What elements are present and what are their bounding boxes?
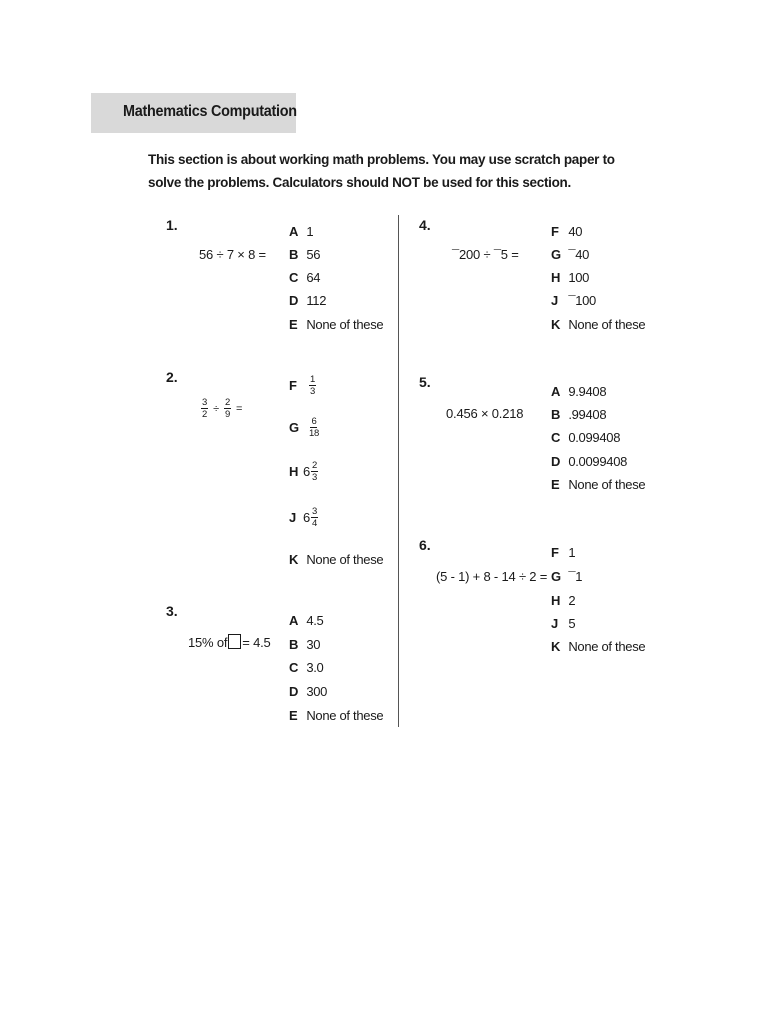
- question-5-option-c[interactable]: [551, 430, 620, 445]
- option-letter: F: [551, 224, 559, 239]
- option-text: 112: [306, 293, 327, 308]
- option-letter: A: [551, 384, 561, 399]
- option-text: ¯40: [568, 247, 590, 262]
- option-text: 56: [306, 247, 321, 262]
- question-1-option-a[interactable]: [289, 224, 313, 239]
- question-5-option-d[interactable]: [551, 454, 627, 469]
- option-letter: C: [289, 660, 299, 675]
- option-letter: A: [289, 224, 299, 239]
- option-text: .99408: [568, 407, 607, 422]
- option-letter: B: [551, 407, 561, 422]
- question-4-option-g[interactable]: [551, 247, 589, 262]
- fraction-b: $\frac{2}{9}$: [224, 397, 231, 420]
- option-text: ¯1: [568, 569, 583, 584]
- option-letter: J: [551, 293, 558, 308]
- option-letter: F: [551, 545, 559, 560]
- option-letter: E: [551, 477, 560, 492]
- option-letter: J: [289, 510, 296, 525]
- option-letter: K: [551, 317, 561, 332]
- question-1-number: 1.: [166, 217, 178, 233]
- question-2-expression: $\frac{3}{2}$ ÷ $\frac{2}{9}$ =: [202, 397, 243, 420]
- option-text: None of these: [568, 477, 646, 492]
- section-instructions: This section is about working math problems. You may use scratch paper to solve the problems. Calculators should NOT be used for this section.: [148, 152, 615, 190]
- question-1-option-e[interactable]: [289, 317, 383, 332]
- option-mixed-number: 6 $\frac{2}{3}$: [303, 460, 317, 483]
- question-3-option-a[interactable]: [289, 613, 323, 628]
- option-text: None of these: [568, 317, 646, 332]
- option-letter: K: [551, 639, 561, 654]
- option-text: 5: [568, 616, 576, 631]
- question-4-option-f[interactable]: [551, 224, 582, 239]
- option-text: 0.0099408: [568, 454, 628, 469]
- question-1-option-b[interactable]: [289, 247, 320, 262]
- question-4-expression: ¯200 ÷ ¯5 =: [452, 247, 519, 262]
- option-letter: C: [289, 270, 299, 285]
- option-fraction: $\frac{1}{3}$: [310, 374, 315, 397]
- option-text: 9.9408: [568, 384, 607, 399]
- option-letter: E: [289, 708, 298, 723]
- option-letter: B: [289, 247, 299, 262]
- question-2-option-h[interactable]: [289, 460, 318, 483]
- option-letter: H: [551, 270, 561, 285]
- option-text: 2: [568, 593, 576, 608]
- question-6-option-f[interactable]: [551, 545, 575, 560]
- option-text: 40: [568, 224, 583, 239]
- option-text: 64: [306, 270, 321, 285]
- option-letter: D: [289, 684, 299, 699]
- question-3-option-c[interactable]: [289, 660, 323, 675]
- option-letter: B: [289, 637, 299, 652]
- column-divider: [398, 215, 399, 727]
- option-text: 3.0: [306, 660, 324, 675]
- question-6-expression: (5 - 1) + 8 - 14 ÷ 2 =: [436, 569, 548, 584]
- question-3-option-d[interactable]: [289, 684, 327, 699]
- question-5-option-a[interactable]: [551, 384, 606, 399]
- option-letter: E: [289, 317, 298, 332]
- fraction-a: $\frac{3}{2}$: [202, 397, 208, 420]
- section-title: Mathematics Computation: [123, 103, 297, 120]
- option-letter: H: [289, 464, 299, 479]
- option-text: None of these: [568, 639, 646, 654]
- question-3-expression: 15% of = 4.5: [188, 635, 271, 650]
- answer-blank-box: [228, 634, 241, 649]
- question-3-option-b[interactable]: [289, 637, 320, 652]
- question-5-number: 5.: [419, 374, 431, 390]
- question-6-option-k[interactable]: [551, 639, 645, 654]
- question-6-option-h[interactable]: [551, 593, 575, 608]
- question-3-option-e[interactable]: [289, 708, 383, 723]
- option-letter: C: [551, 430, 561, 445]
- option-text: 300: [306, 684, 328, 699]
- option-text: 100: [568, 270, 590, 285]
- option-text: 1: [306, 224, 314, 239]
- option-text: 1: [568, 545, 576, 560]
- question-6-option-g[interactable]: [551, 569, 582, 584]
- option-text: 30: [306, 637, 321, 652]
- question-2-option-j[interactable]: [289, 506, 318, 529]
- option-letter: F: [289, 378, 297, 393]
- option-mixed-number: 6 $\frac{3}{4}$: [303, 506, 317, 529]
- question-3-number: 3.: [166, 603, 178, 619]
- question-2-number: 2.: [166, 369, 178, 385]
- question-4-number: 4.: [419, 217, 431, 233]
- question-5-option-b[interactable]: [551, 407, 606, 422]
- question-2-option-f[interactable]: [289, 374, 316, 397]
- question-1-option-d[interactable]: [289, 293, 326, 308]
- option-letter: G: [551, 569, 561, 584]
- option-text: 4.5: [306, 613, 324, 628]
- option-letter: G: [289, 420, 299, 435]
- option-letter: H: [551, 593, 561, 608]
- question-4-option-j[interactable]: [551, 293, 596, 308]
- question-6-number: 6.: [419, 537, 431, 553]
- option-letter: K: [289, 552, 299, 567]
- option-text: ¯100: [568, 293, 596, 308]
- option-fraction: $\frac{6}{18}$: [309, 416, 319, 439]
- question-2-option-k[interactable]: [289, 552, 383, 567]
- option-letter: G: [551, 247, 561, 262]
- question-1-option-c[interactable]: [289, 270, 320, 285]
- question-5-expression: 0.456 × 0.218: [446, 406, 524, 421]
- question-5-option-e[interactable]: [551, 477, 645, 492]
- option-letter: D: [551, 454, 561, 469]
- option-text: 0.099408: [568, 430, 621, 445]
- option-letter: J: [551, 616, 558, 631]
- question-1-expression: 56 ÷ 7 × 8 =: [199, 247, 266, 262]
- option-text: None of these: [306, 317, 384, 332]
- option-text: None of these: [306, 552, 384, 567]
- question-4-option-k[interactable]: [551, 317, 645, 332]
- option-text: None of these: [306, 708, 384, 723]
- option-letter: D: [289, 293, 299, 308]
- question-4-option-h[interactable]: [551, 270, 589, 285]
- option-letter: A: [289, 613, 299, 628]
- question-6-option-j[interactable]: [551, 616, 575, 631]
- question-2-option-g[interactable]: [289, 416, 319, 439]
